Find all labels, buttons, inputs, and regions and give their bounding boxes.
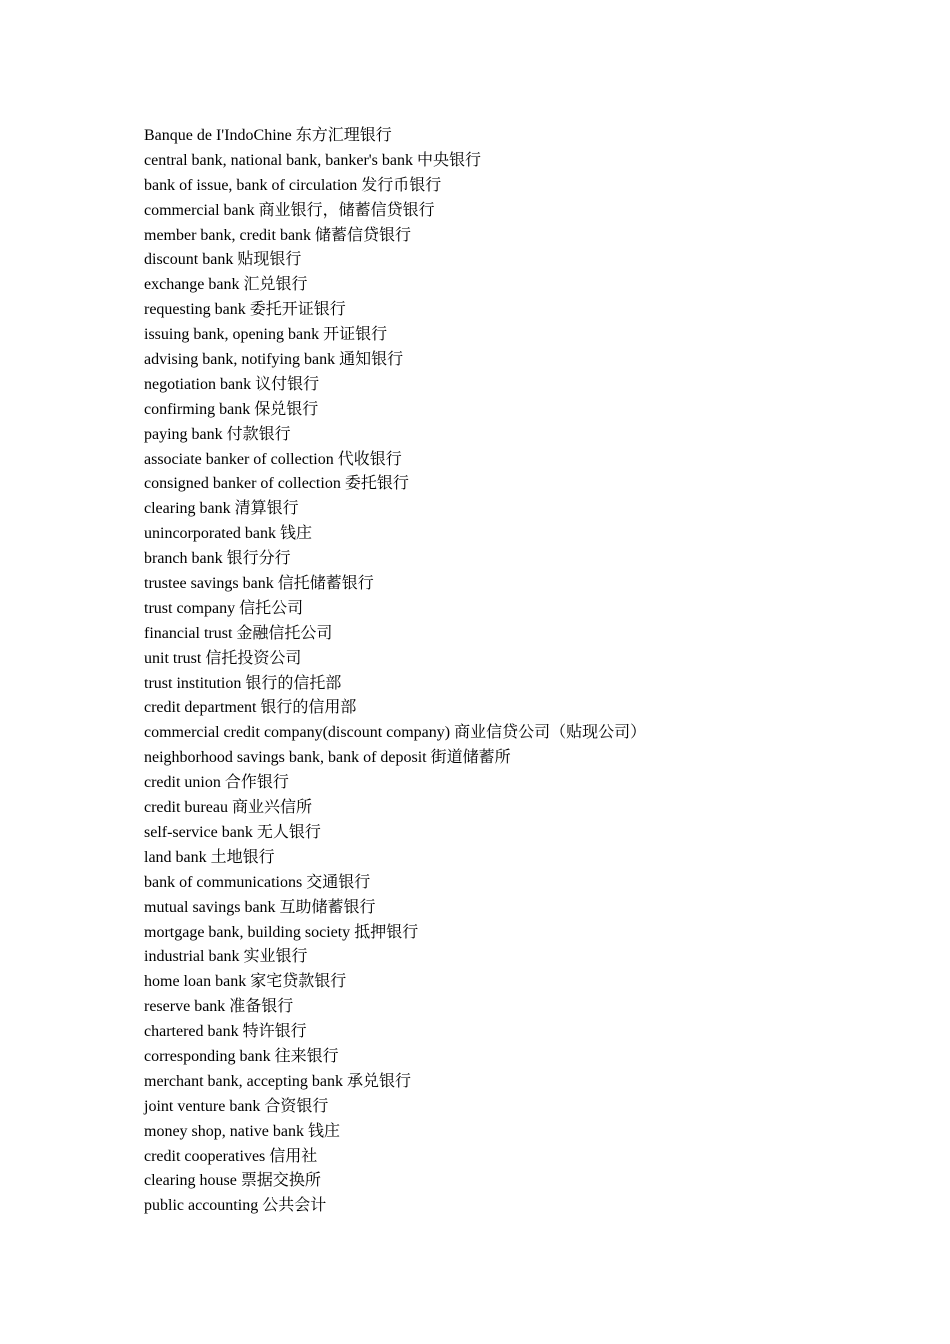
glossary-entry xyxy=(144,572,844,597)
entry-term: Banque de I'IndoChine xyxy=(144,127,292,144)
glossary-entry xyxy=(144,224,844,249)
entry-term: financial trust xyxy=(144,624,233,642)
entry-translation: 公共会计 xyxy=(262,1197,327,1215)
entry-translation: 合作银行 xyxy=(224,774,289,792)
entry-translation: 信用社 xyxy=(269,1147,318,1165)
entry-term: consigned banker of collection xyxy=(144,475,341,493)
entry-term: requesting bank xyxy=(144,301,246,319)
entry-translation: 商业银行，储蓄信贷银行 xyxy=(258,201,435,219)
entry-translation: 互助储蓄银行 xyxy=(279,898,376,916)
entry-translation: 合资银行 xyxy=(264,1097,329,1115)
entry-translation: 委托开证银行 xyxy=(249,301,346,319)
entry-term: commercial bank xyxy=(144,201,255,219)
glossary-entry xyxy=(144,174,844,199)
entry-translation: 银行的信托部 xyxy=(245,674,342,692)
entry-translation: 储蓄信贷银行 xyxy=(315,226,412,244)
entry-translation: 交通银行 xyxy=(306,873,371,891)
glossary-entry xyxy=(144,273,844,298)
entry-translation: 商业信贷公司（贴现公司） xyxy=(454,724,647,742)
entry-translation: 议付银行 xyxy=(255,375,320,393)
entry-term: reserve bank xyxy=(144,998,226,1016)
entry-term: clearing bank xyxy=(144,500,231,518)
entry-term: mortgage bank, building society xyxy=(144,923,351,941)
glossary-entry xyxy=(144,1045,844,1070)
glossary-entry xyxy=(144,398,844,423)
glossary-entry xyxy=(144,1020,844,1045)
glossary-entry xyxy=(144,1194,844,1219)
glossary-entry xyxy=(144,199,844,224)
entry-translation: 金融信托公司 xyxy=(236,624,333,642)
entry-term: land bank xyxy=(144,848,207,866)
glossary-entry xyxy=(144,921,844,946)
entry-term: negotiation bank xyxy=(144,375,252,393)
entry-term: chartered bank xyxy=(144,1023,239,1041)
glossary-entry xyxy=(144,323,844,348)
entry-term: central bank, national bank, banker's bank xyxy=(144,151,414,169)
entry-translation: 发行币银行 xyxy=(361,176,442,194)
entry-term: mutual savings bank xyxy=(144,898,276,916)
glossary-entry xyxy=(144,497,844,522)
entry-translation: 银行的信用部 xyxy=(260,699,357,717)
entry-term: corresponding bank xyxy=(144,1047,271,1065)
glossary-entry xyxy=(144,945,844,970)
glossary-entry xyxy=(144,622,844,647)
entry-translation: 实业银行 xyxy=(243,948,308,966)
glossary-entry xyxy=(144,423,844,448)
entry-term: trust company xyxy=(144,599,236,617)
glossary-entry xyxy=(144,597,844,622)
glossary-entry xyxy=(144,522,844,547)
glossary-entry xyxy=(144,1120,844,1145)
entry-term: credit department xyxy=(144,699,257,717)
glossary-entry xyxy=(144,896,844,921)
entry-term: advising bank, notifying bank xyxy=(144,351,336,369)
entry-term: trustee savings bank xyxy=(144,575,274,593)
entry-translation: 保兑银行 xyxy=(254,400,319,418)
entry-term: credit bureau xyxy=(144,799,228,817)
entry-term: branch bank xyxy=(144,550,223,568)
entry-translation: 准备银行 xyxy=(229,998,294,1016)
entry-translation: 贴现银行 xyxy=(237,251,302,269)
entry-term: clearing house xyxy=(144,1172,237,1190)
entry-term: self-service bank xyxy=(144,823,253,841)
entry-term: issuing bank, opening bank xyxy=(144,326,320,344)
glossary-entry xyxy=(144,796,844,821)
glossary-entry xyxy=(144,298,844,323)
glossary-entry xyxy=(144,1145,844,1170)
entry-term: associate banker of collection xyxy=(144,450,334,468)
entry-translation: 汇兑银行 xyxy=(243,276,308,294)
glossary-entry xyxy=(144,970,844,995)
glossary-entry xyxy=(144,149,844,174)
entry-translation: 抵押银行 xyxy=(354,923,419,941)
glossary-entry xyxy=(144,373,844,398)
glossary-entry xyxy=(144,721,844,746)
glossary-entry xyxy=(144,1169,844,1194)
entry-term: joint venture bank xyxy=(144,1097,261,1115)
entry-translation: 开证银行 xyxy=(323,326,388,344)
entry-translation: 特许银行 xyxy=(242,1023,307,1041)
entry-term: industrial bank xyxy=(144,948,240,966)
glossary-entry xyxy=(144,472,844,497)
entry-term: home loan bank xyxy=(144,973,247,991)
glossary-entry xyxy=(144,448,844,473)
glossary-entry xyxy=(144,248,844,273)
entry-term: member bank, credit bank xyxy=(144,226,312,244)
entry-translation: 承兑银行 xyxy=(347,1072,412,1090)
glossary-entry xyxy=(144,647,844,672)
entry-translation: 信托投资公司 xyxy=(205,649,302,667)
glossary-entry xyxy=(144,124,844,149)
entry-translation: 委托银行 xyxy=(344,475,409,493)
glossary-entry xyxy=(144,746,844,771)
entry-translation: 清算银行 xyxy=(234,500,299,518)
entry-translation: 钱庄 xyxy=(279,525,312,543)
entry-term: unit trust xyxy=(144,649,202,667)
glossary-entry xyxy=(144,995,844,1020)
entry-term: exchange bank xyxy=(144,276,240,294)
entry-translation: 家宅贷款银行 xyxy=(250,973,347,991)
entry-translation: 银行分行 xyxy=(226,550,291,568)
entry-translation: 通知银行 xyxy=(339,351,404,369)
glossary-entry xyxy=(144,348,844,373)
glossary-entry xyxy=(144,871,844,896)
entry-translation: 街道储蓄所 xyxy=(430,749,511,767)
entry-translation: 付款银行 xyxy=(226,425,291,443)
entry-translation: 东方汇理银行 xyxy=(295,127,392,144)
entry-term: credit cooperatives xyxy=(144,1147,266,1165)
glossary-entry xyxy=(144,821,844,846)
glossary-entry xyxy=(144,771,844,796)
entry-term: bank of communications xyxy=(144,873,303,891)
glossary-list xyxy=(144,124,844,1219)
entry-term: unincorporated bank xyxy=(144,525,276,543)
entry-translation: 往来银行 xyxy=(274,1047,339,1065)
entry-term: paying bank xyxy=(144,425,223,443)
entry-translation: 土地银行 xyxy=(210,848,275,866)
entry-term: discount bank xyxy=(144,251,234,269)
glossary-entry xyxy=(144,1070,844,1095)
glossary-entry xyxy=(144,547,844,572)
entry-translation: 钱庄 xyxy=(307,1122,340,1140)
entry-translation: 信托储蓄银行 xyxy=(277,575,374,593)
entry-translation: 信托公司 xyxy=(239,599,304,617)
glossary-entry xyxy=(144,696,844,721)
entry-term: merchant bank, accepting bank xyxy=(144,1072,344,1090)
entry-translation: 票据交换所 xyxy=(240,1172,321,1190)
entry-term: confirming bank xyxy=(144,400,251,418)
entry-translation: 中央银行 xyxy=(417,151,482,169)
entry-term: neighborhood savings bank, bank of deposit xyxy=(144,749,427,767)
entry-translation: 商业兴信所 xyxy=(231,799,312,817)
entry-term: bank of issue, bank of circulation xyxy=(144,176,358,194)
glossary-entry xyxy=(144,672,844,697)
entry-translation: 代收银行 xyxy=(337,450,402,468)
glossary-entry xyxy=(144,846,844,871)
entry-term: money shop, native bank xyxy=(144,1122,304,1140)
entry-term: public accounting xyxy=(144,1197,259,1215)
glossary-entry xyxy=(144,1095,844,1120)
entry-translation: 无人银行 xyxy=(256,823,321,841)
entry-term: credit union xyxy=(144,774,221,792)
entry-term: trust institution xyxy=(144,674,242,692)
entry-term: commercial credit company(discount company) xyxy=(144,724,451,742)
